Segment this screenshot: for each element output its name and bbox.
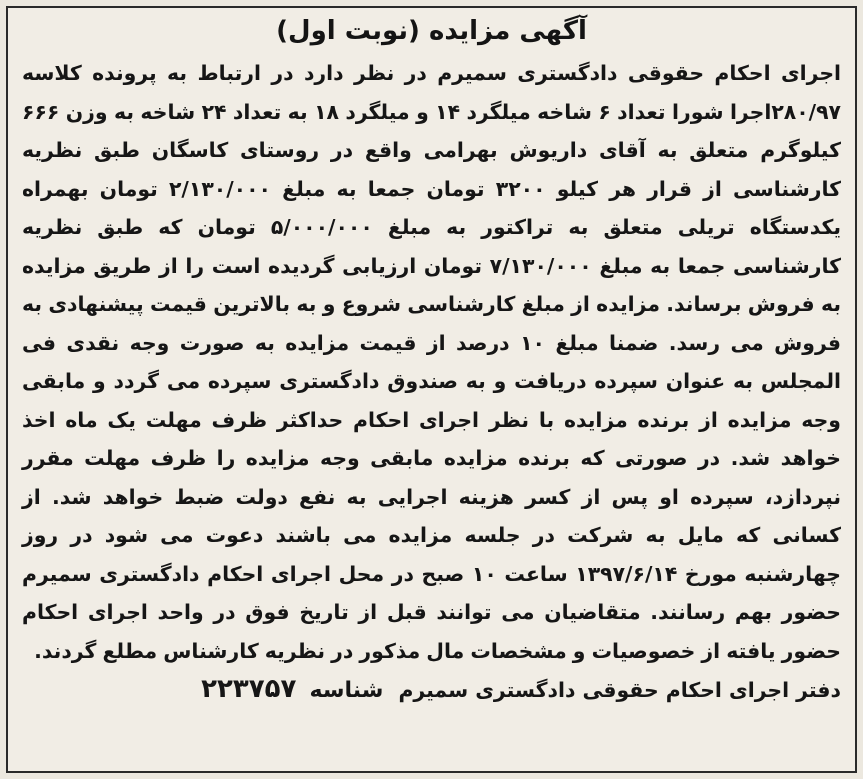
notice-title: آگهی مزایده (نوبت اول) bbox=[276, 16, 587, 46]
notice-body: اجرای احکام حقوقی دادگستری سمیرم در نظر دارد در ارتباط به پرونده کلاسه ۲۸۰/۹۷اجرا شورا تعداد ۶ شاخه میلگرد ۱۴ و میلگرد ۱۸ به تعداد ۲۴ شاخه به وزن ۶۶۶ کیلوگرم متعلق به آقای داریوش بهرامی واقع در روستای کاسگان طبق نظریه کارشناسی از قرار هر کیلو ۳۲۰۰ تومان جمعا به مبلغ ۲/۱۳۰/۰۰۰ تومان بهمراه یکدستگاه تریلی متعلق به تراکتور به مبلغ ۵/۰۰۰/۰۰۰ تومان که طبق نظریه کارشناسی جمعا به مبلغ ۷/۱۳۰/۰۰۰ تومان ارزیابی گردیده است را از طریق مزایده به فروش برساند. مزایده از مبلغ کارشناسی شروع و به بالاترین قیمت پیشنهادی به فروش می رسد. ضمنا مبلغ ۱۰ درصد از قیمت مزایده به صورت وجه نقدی فی المجلس به عنوان سپرده دریافت و به صندوق دادگستری سپرده می گردد و مابقی وجه مزایده از برنده مزایده با نظر اجرای احکام حداکثر ظرف مهلت یک ماه اخذ خواهد شد. در صورتی که برنده مزایده مابقی وجه مزایده را ظرف مهلت مقرر نپردازد، سپرده او پس از کسر هزینه اجرایی به نفع دولت ضبط خواهد شد. از کسانی که مایل به شرکت در جلسه مزایده می باشند دعوت می شود در روز چهارشنبه مورخ ۱۳۹۷/۶/۱۴ ساعت ۱۰ صبح در محل اجرای احکام دادگستری سمیرم حضور بهم رسانند. متقاضیان می توانند قبل از تاریخ فوق در واحد اجرای احکام حضور یافته از خصوصیات و مشخصات مال مذکور در نظریه کارشناس مطلع گردند. bbox=[22, 61, 842, 663]
notice-id-label: شناسه bbox=[309, 678, 384, 703]
notice-frame bbox=[6, 6, 857, 773]
notice-footer bbox=[22, 670, 841, 710]
notice-id-number: ۲۲۳۷۵۷ bbox=[201, 674, 297, 704]
notice-signature: دفتر اجرای احکام حقوقی دادگستری سمیرم bbox=[398, 678, 841, 702]
